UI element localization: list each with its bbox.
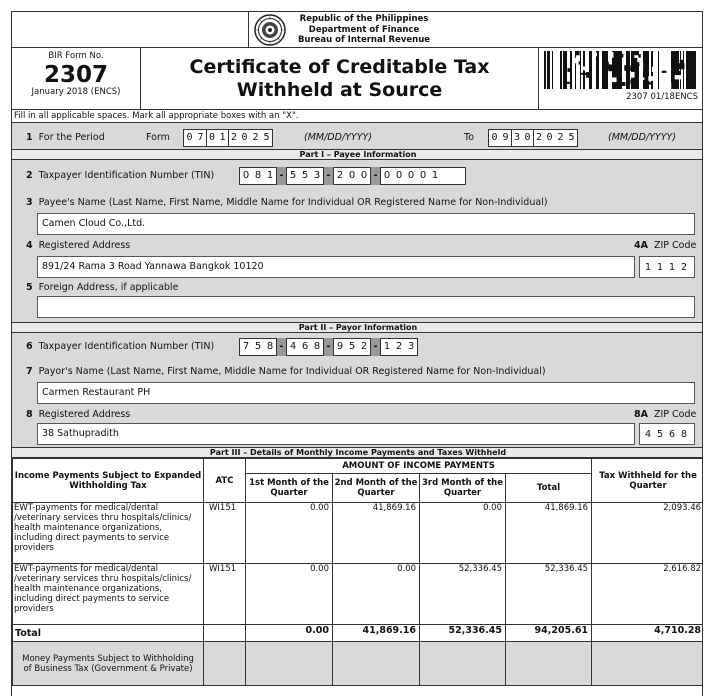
row-description: EWT-payments for medical/dental /veterinary services thru hospitals/clinics/ health maintenance organizations, including direct payments to service providers: [13, 564, 204, 625]
tin-digit: 4: [289, 341, 297, 352]
to-format-hint: (MM/DD/YYYY): [608, 132, 677, 143]
total-label: Total: [13, 625, 204, 642]
period-label-text: For the Period: [38, 132, 105, 143]
table-row: [13, 503, 704, 564]
row-m2[interactable]: 0.00: [333, 564, 420, 625]
tin-dash: -: [324, 338, 333, 356]
barcode-icon: [544, 51, 696, 89]
payor-name-label-text: Payor's Name (Last Name, First Name, Middle Name for Individual OR Registered Name for Non-Individual): [38, 366, 546, 377]
tin-digit: 3: [313, 170, 321, 181]
money-total[interactable]: [506, 642, 592, 686]
item-number-8a: 8A: [634, 409, 648, 420]
agency-line-3: Bureau of Internal Revenue: [297, 35, 431, 45]
tin-dash: -: [277, 167, 286, 185]
payor-address-field[interactable]: 38 Sathupradith: [37, 423, 635, 445]
payor-zip-label-text: ZIP Code: [653, 409, 697, 420]
payee-address-field[interactable]: 891/24 Rama 3 Road Yannawa Bangkok 10120: [37, 256, 635, 278]
income-payments-table: [12, 458, 703, 686]
digit-cell: 9: [502, 132, 509, 143]
tin-dash: -: [324, 167, 333, 185]
item-number-8: 8: [26, 409, 33, 420]
digit-cell: 3: [511, 130, 522, 146]
tin-digit: 0: [348, 170, 356, 181]
payor-tin-field[interactable]: [239, 338, 418, 356]
item-number-1: 1: [26, 132, 33, 143]
col-m3-header: 3rd Month of the Quarter: [420, 474, 506, 503]
item-number-4a: 4A: [634, 240, 648, 251]
payor-zip-label: [634, 409, 696, 420]
row-m2[interactable]: 41,869.16: [333, 503, 420, 564]
col-tax-header: Tax Withheld for the Quarter: [592, 459, 703, 503]
zip-digit: 1: [656, 261, 664, 273]
tin-digit: 0: [383, 170, 391, 181]
table-row: [13, 564, 704, 625]
form-number: 2307: [43, 62, 108, 88]
payee-name-label: [26, 197, 548, 208]
payor-address-label-text: Registered Address: [38, 409, 131, 420]
row-description: EWT-payments for medical/dental /veterinary services thru hospitals/clinics/ health maintenance organizations, including direct payments to service providers: [13, 503, 204, 564]
zip-digit: 8: [680, 428, 688, 440]
tin-digit: 2: [336, 170, 344, 181]
tin-digit: 8: [254, 170, 262, 181]
payor-name-label: [26, 366, 546, 377]
total-row: [13, 625, 704, 642]
payee-tin-label-text: Taxpayer Identification Number (TIN): [38, 170, 215, 181]
row-m1[interactable]: 0.00: [246, 503, 333, 564]
tin-group: [380, 167, 466, 185]
tin-dash: -: [371, 338, 380, 356]
tin-digit: 5: [301, 170, 309, 181]
digit-cell: 0: [206, 130, 217, 146]
row-m3[interactable]: 0.00: [420, 503, 506, 564]
zip-digit: 2: [680, 261, 688, 273]
form-title: [141, 48, 539, 110]
digit-cell: 5: [263, 132, 270, 143]
period-to-field[interactable]: [488, 129, 578, 147]
digit-cell: 2: [557, 132, 564, 143]
part2-title: Part II – Payor Information: [12, 322, 703, 333]
item-number-4: 4: [26, 240, 33, 251]
digit-cell: 7: [197, 132, 204, 143]
tin-digit: 7: [242, 341, 250, 352]
payor-address-label: [26, 409, 130, 420]
col-income-header: Income Payments Subject to Expanded Withholding Tax: [13, 459, 204, 503]
money-payments-row: [13, 642, 704, 686]
tin-digit: 0: [419, 170, 427, 181]
tin-digit: 0: [360, 170, 368, 181]
digit-cell: 0: [186, 132, 193, 143]
tin-digit: 2: [395, 341, 403, 352]
tin-digit: 0: [407, 170, 415, 181]
to-label: To: [464, 132, 475, 143]
foreign-address-field[interactable]: [37, 296, 695, 318]
digit-cell: 2: [252, 132, 259, 143]
tin-digit: 1: [383, 341, 391, 352]
row-m3[interactable]: 52,336.45: [420, 564, 506, 625]
agency-line-1: Republic of the Philippines: [299, 14, 429, 24]
row-atc[interactable]: WI151: [204, 564, 246, 625]
tin-group: [286, 167, 324, 185]
title-line-2: Withheld at Source: [236, 79, 443, 101]
tin-digit: 1: [431, 170, 439, 181]
digit-cell: 0: [524, 132, 531, 143]
total-m1: 0.00: [246, 625, 333, 642]
tin-dash: -: [277, 338, 286, 356]
tin-group: [286, 338, 324, 356]
payee-tin-field[interactable]: [239, 167, 466, 185]
payor-tin-label: [26, 341, 214, 352]
payee-tin-label: [26, 170, 214, 181]
zip-digit: 1: [668, 261, 676, 273]
row-atc[interactable]: WI151: [204, 503, 246, 564]
money-atc[interactable]: [204, 642, 246, 686]
seal-box: [248, 12, 294, 48]
form-2307: [11, 11, 703, 696]
col-m1-header: 1st Month of the Quarter: [246, 474, 333, 503]
money-m2[interactable]: [333, 642, 420, 686]
tin-digit: 9: [336, 341, 344, 352]
agency-line-2: Department of Finance: [308, 24, 420, 35]
item-number-2: 2: [26, 170, 33, 181]
payor-zip-field[interactable]: [639, 423, 695, 445]
digit-cell: 0: [241, 132, 248, 143]
tin-digit: 5: [348, 341, 356, 352]
payee-zip-label-text: ZIP Code: [653, 240, 697, 251]
form-version: January 2018 (ENCS): [31, 87, 121, 97]
col-total-header: Total: [506, 474, 592, 503]
zip-digit: 4: [644, 428, 652, 440]
tin-digit: 6: [301, 341, 309, 352]
payee-address-label: [26, 240, 130, 251]
col-amount-header: AMOUNT OF INCOME PAYMENTS: [246, 459, 592, 474]
payor-name-field[interactable]: Carmen Restaurant PH: [37, 382, 695, 404]
total-m2: 41,869.16: [333, 625, 420, 642]
total-total: 94,205.61: [506, 625, 592, 642]
tin-digit: 0: [395, 170, 403, 181]
zip-digit: 5: [656, 428, 664, 440]
part1-section: [12, 160, 703, 324]
money-m1[interactable]: [246, 642, 333, 686]
digit-cell: 2: [533, 130, 544, 146]
item-number-6: 6: [26, 341, 33, 352]
tin-digit: 0: [242, 170, 250, 181]
item-number-7: 7: [26, 366, 33, 377]
zip-digit: 1: [644, 261, 652, 273]
tin-digit: 8: [266, 341, 274, 352]
title-line-1: Certificate of Creditable Tax: [189, 56, 490, 78]
from-format-hint: (MM/DD/YYYY): [304, 132, 373, 143]
row-total[interactable]: 41,869.16: [506, 503, 592, 564]
part2-section: [12, 333, 703, 447]
tin-digit: 1: [266, 170, 274, 181]
tin-digit: 5: [289, 170, 297, 181]
total-m3: 52,336.45: [420, 625, 506, 642]
money-payments-label: Money Payments Subject to Withholding of Business Tax (Government & Private): [13, 642, 204, 686]
row-total[interactable]: 52,336.45: [506, 564, 592, 625]
digit-cell: 1: [219, 132, 226, 143]
tin-group: [239, 338, 277, 356]
from-label: Form: [146, 132, 170, 143]
col-m2-header: 2nd Month of the Quarter: [333, 474, 420, 503]
tin-dash: -: [371, 167, 380, 185]
agency-block: [294, 14, 434, 46]
payee-zip-label: [634, 240, 696, 251]
money-tax[interactable]: [592, 642, 703, 686]
payor-tin-label-text: Taxpayer Identification Number (TIN): [38, 341, 215, 352]
digit-cell: 0: [491, 132, 498, 143]
barcode-text: 2307 01/18ENCS: [626, 92, 698, 102]
tin-digit: 8: [313, 341, 321, 352]
tin-digit: 3: [407, 341, 415, 352]
payee-address-label-text: Registered Address: [38, 240, 131, 251]
period-section: [12, 123, 703, 151]
tin-group: [333, 338, 371, 356]
part1-title: Part I – Payee Information: [12, 149, 703, 160]
tin-group: [380, 338, 418, 356]
tin-digit: 2: [360, 341, 368, 352]
col-atc-header: ATC: [204, 459, 246, 503]
row-tax[interactable]: 2,616.82: [592, 564, 703, 625]
money-m3[interactable]: [420, 642, 506, 686]
digit-cell: 2: [228, 130, 239, 146]
foreign-address-label-text: Foreign Address, if applicable: [38, 282, 179, 293]
total-tax: 4,710.28: [592, 625, 703, 642]
item-number-3: 3: [26, 197, 33, 208]
form-number-box: [12, 48, 141, 110]
item-number-5: 5: [26, 282, 33, 293]
payee-zip-field[interactable]: [639, 256, 695, 278]
barcode-box: [539, 48, 703, 110]
tin-group: [333, 167, 371, 185]
form-label: BIR Form No.: [48, 51, 104, 61]
row-m1[interactable]: 0.00: [246, 564, 333, 625]
zip-digit: 6: [668, 428, 676, 440]
tin-digit: 5: [254, 341, 262, 352]
bir-seal-icon: [254, 14, 286, 46]
part3-title: Part III – Details of Monthly Income Payments and Taxes Withheld: [12, 447, 703, 458]
period-from-field[interactable]: [183, 129, 273, 147]
header-agency-row: [12, 12, 703, 48]
foreign-address-label: [26, 282, 178, 293]
digit-cell: 5: [568, 132, 575, 143]
digit-cell: 0: [546, 132, 553, 143]
payee-name-label-text: Payee's Name (Last Name, First Name, Middle Name for Individual OR Registered Name for Non-Individual): [38, 197, 548, 208]
instructions: Fill in all applicable spaces. Mark all appropriate boxes with an "X".: [12, 110, 703, 123]
row-tax[interactable]: 2,093.46: [592, 503, 703, 564]
period-label: [26, 132, 105, 143]
payee-name-field[interactable]: Camen Cloud Co.,Ltd.: [37, 213, 695, 235]
tin-group: [239, 167, 277, 185]
total-atc: [204, 625, 246, 642]
